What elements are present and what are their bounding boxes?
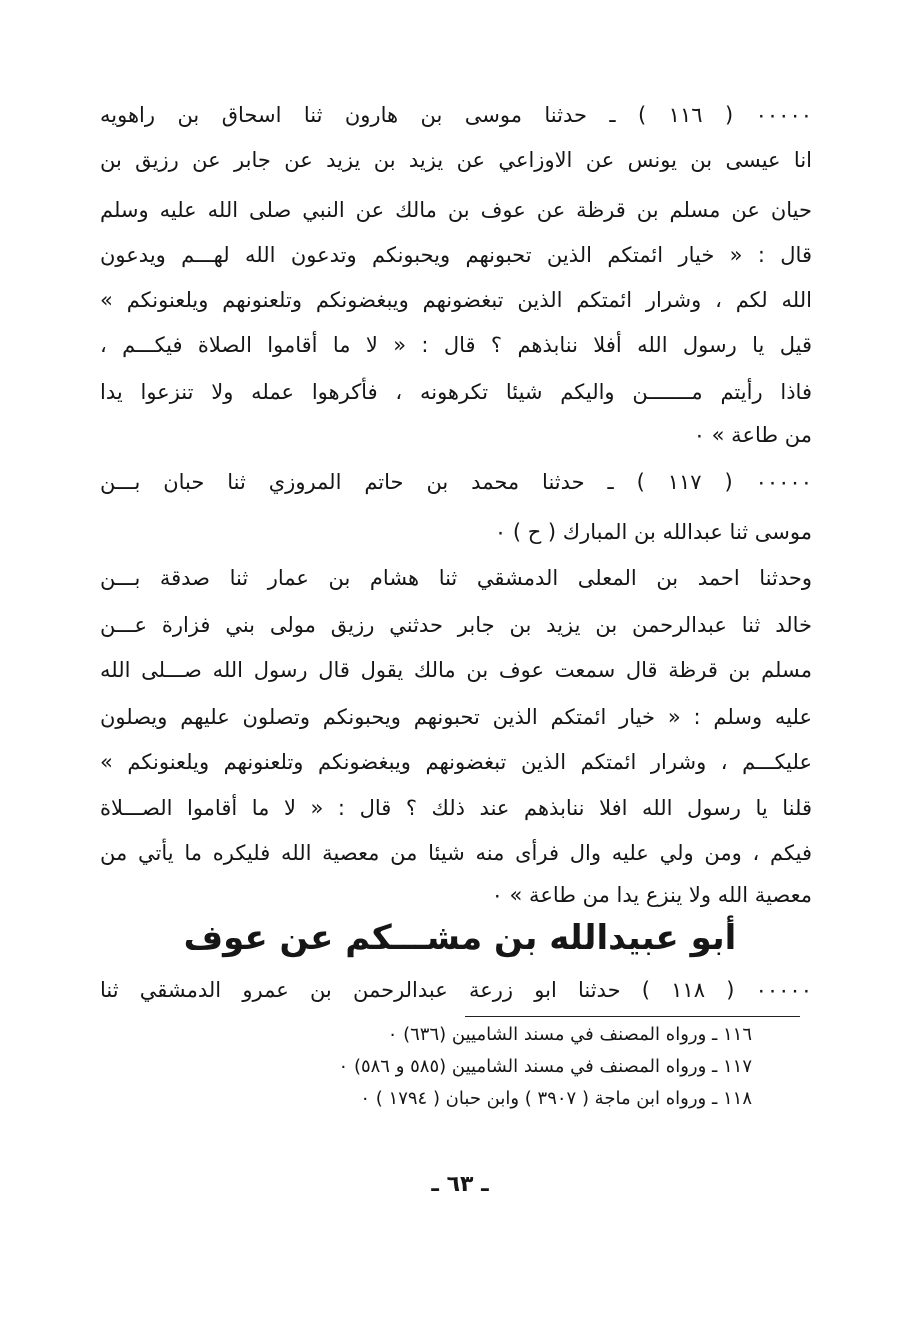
text-line-16: قلنا يا رسول الله افلا ننابذهم عند ذلك ؟ قال : « لا ما أقاموا الصـــلاة <box>100 796 812 820</box>
text-line-14: عليه وسلم : « خيار ائمتكم الذين تحبونهم ويحبونكم وتصلون عليهم ويصلون <box>100 705 812 729</box>
text-line-2: انا عيسى بن يونس عن الاوزاعي عن يزيد بن يزيد عن جابر عن رزيق بن <box>100 148 812 172</box>
text-line-10: موسى ثنا عبدالله بن المبارك ( ح ) ٠ <box>494 520 812 544</box>
text-line-4: قال : « خيار ائمتكم الذين تحبونهم ويحبونكم وتدعون الله لهـــم ويدعون <box>100 243 812 267</box>
text-line-5: الله لكم ، وشرار ائمتكم الذين تبغضونهم ويبغضونكم وتلعنونهم ويلعنونكم » <box>100 288 812 312</box>
footnote-116: ١١٦ ـ ورواه المصنف في مسند الشاميين (٦٣٦) ٠ <box>387 1024 752 1045</box>
text-line-1: ٠٠٠٠٠ ( ١١٦ ) ـ حدثنا موسى بن هارون ثنا اسحاق بن راهويه <box>100 103 812 127</box>
text-line-15: عليكـــم ، وشرار ائمتكم الذين تبغضونهم ويبغضونكم وتلعنونهم ويلعنونكم » <box>100 750 812 774</box>
text-line-12: خالد ثنا عبدالرحمن بن يزيد بن جابر حدثني رزيق مولى بني فزارة عـــن <box>100 613 812 637</box>
text-line-after-heading: ٠٠٠٠٠ ( ١١٨ ) حدثنا ابو زرعة عبدالرحمن بن عمرو الدمشقي ثنا <box>100 978 812 1002</box>
text-line-9: ٠٠٠٠٠ ( ١١٧ ) ـ حدثنا محمد بن حاتم المروزي ثنا حبان بـــن <box>100 470 812 494</box>
footnote-117: ١١٧ ـ ورواه المصنف في مسند الشاميين (٥٨٥ و ٥٨٦) ٠ <box>338 1056 752 1077</box>
text-line-18: معصية الله ولا ينزع يدا من طاعة » ٠ <box>491 883 812 907</box>
page-number: ـ ٦٣ ـ <box>431 1172 489 1197</box>
footnote-separator <box>465 1016 800 1017</box>
footnote-118: ١١٨ ـ ورواه ابن ماجة ( ٣٩٠٧ ) وابن حبان ( ١٧٩٤ ) ٠ <box>360 1088 752 1109</box>
text-line-3: حيان عن مسلم بن قرظة عن عوف بن مالك عن النبي صلى الله عليه وسلم <box>100 198 812 222</box>
section-heading: أبو عبيدالله بن مشـــكم عن عوف <box>183 918 737 958</box>
text-line-7: فاذا رأيتم مـــــــن واليكم شيئا تكرهونه ، فأكرهوا عمله ولا تنزعوا يدا <box>100 380 812 404</box>
text-line-17: فيكم ، ومن ولي عليه وال فرأى منه شيئا من معصية الله فليكره ما يأتي من <box>100 841 812 865</box>
text-line-11: وحدثنا احمد بن المعلى الدمشقي ثنا هشام بن عمار ثنا صدقة بـــن <box>100 566 812 590</box>
text-line-6: قيل يا رسول الله أفلا ننابذهم ؟ قال : « لا ما أقاموا الصلاة فيكـــم ، <box>100 333 812 357</box>
text-line-13: مسلم بن قرظة قال سمعت عوف بن مالك يقول قال رسول الله صـــلى الله <box>100 658 812 682</box>
text-line-8: من طاعة » ٠ <box>693 423 812 447</box>
